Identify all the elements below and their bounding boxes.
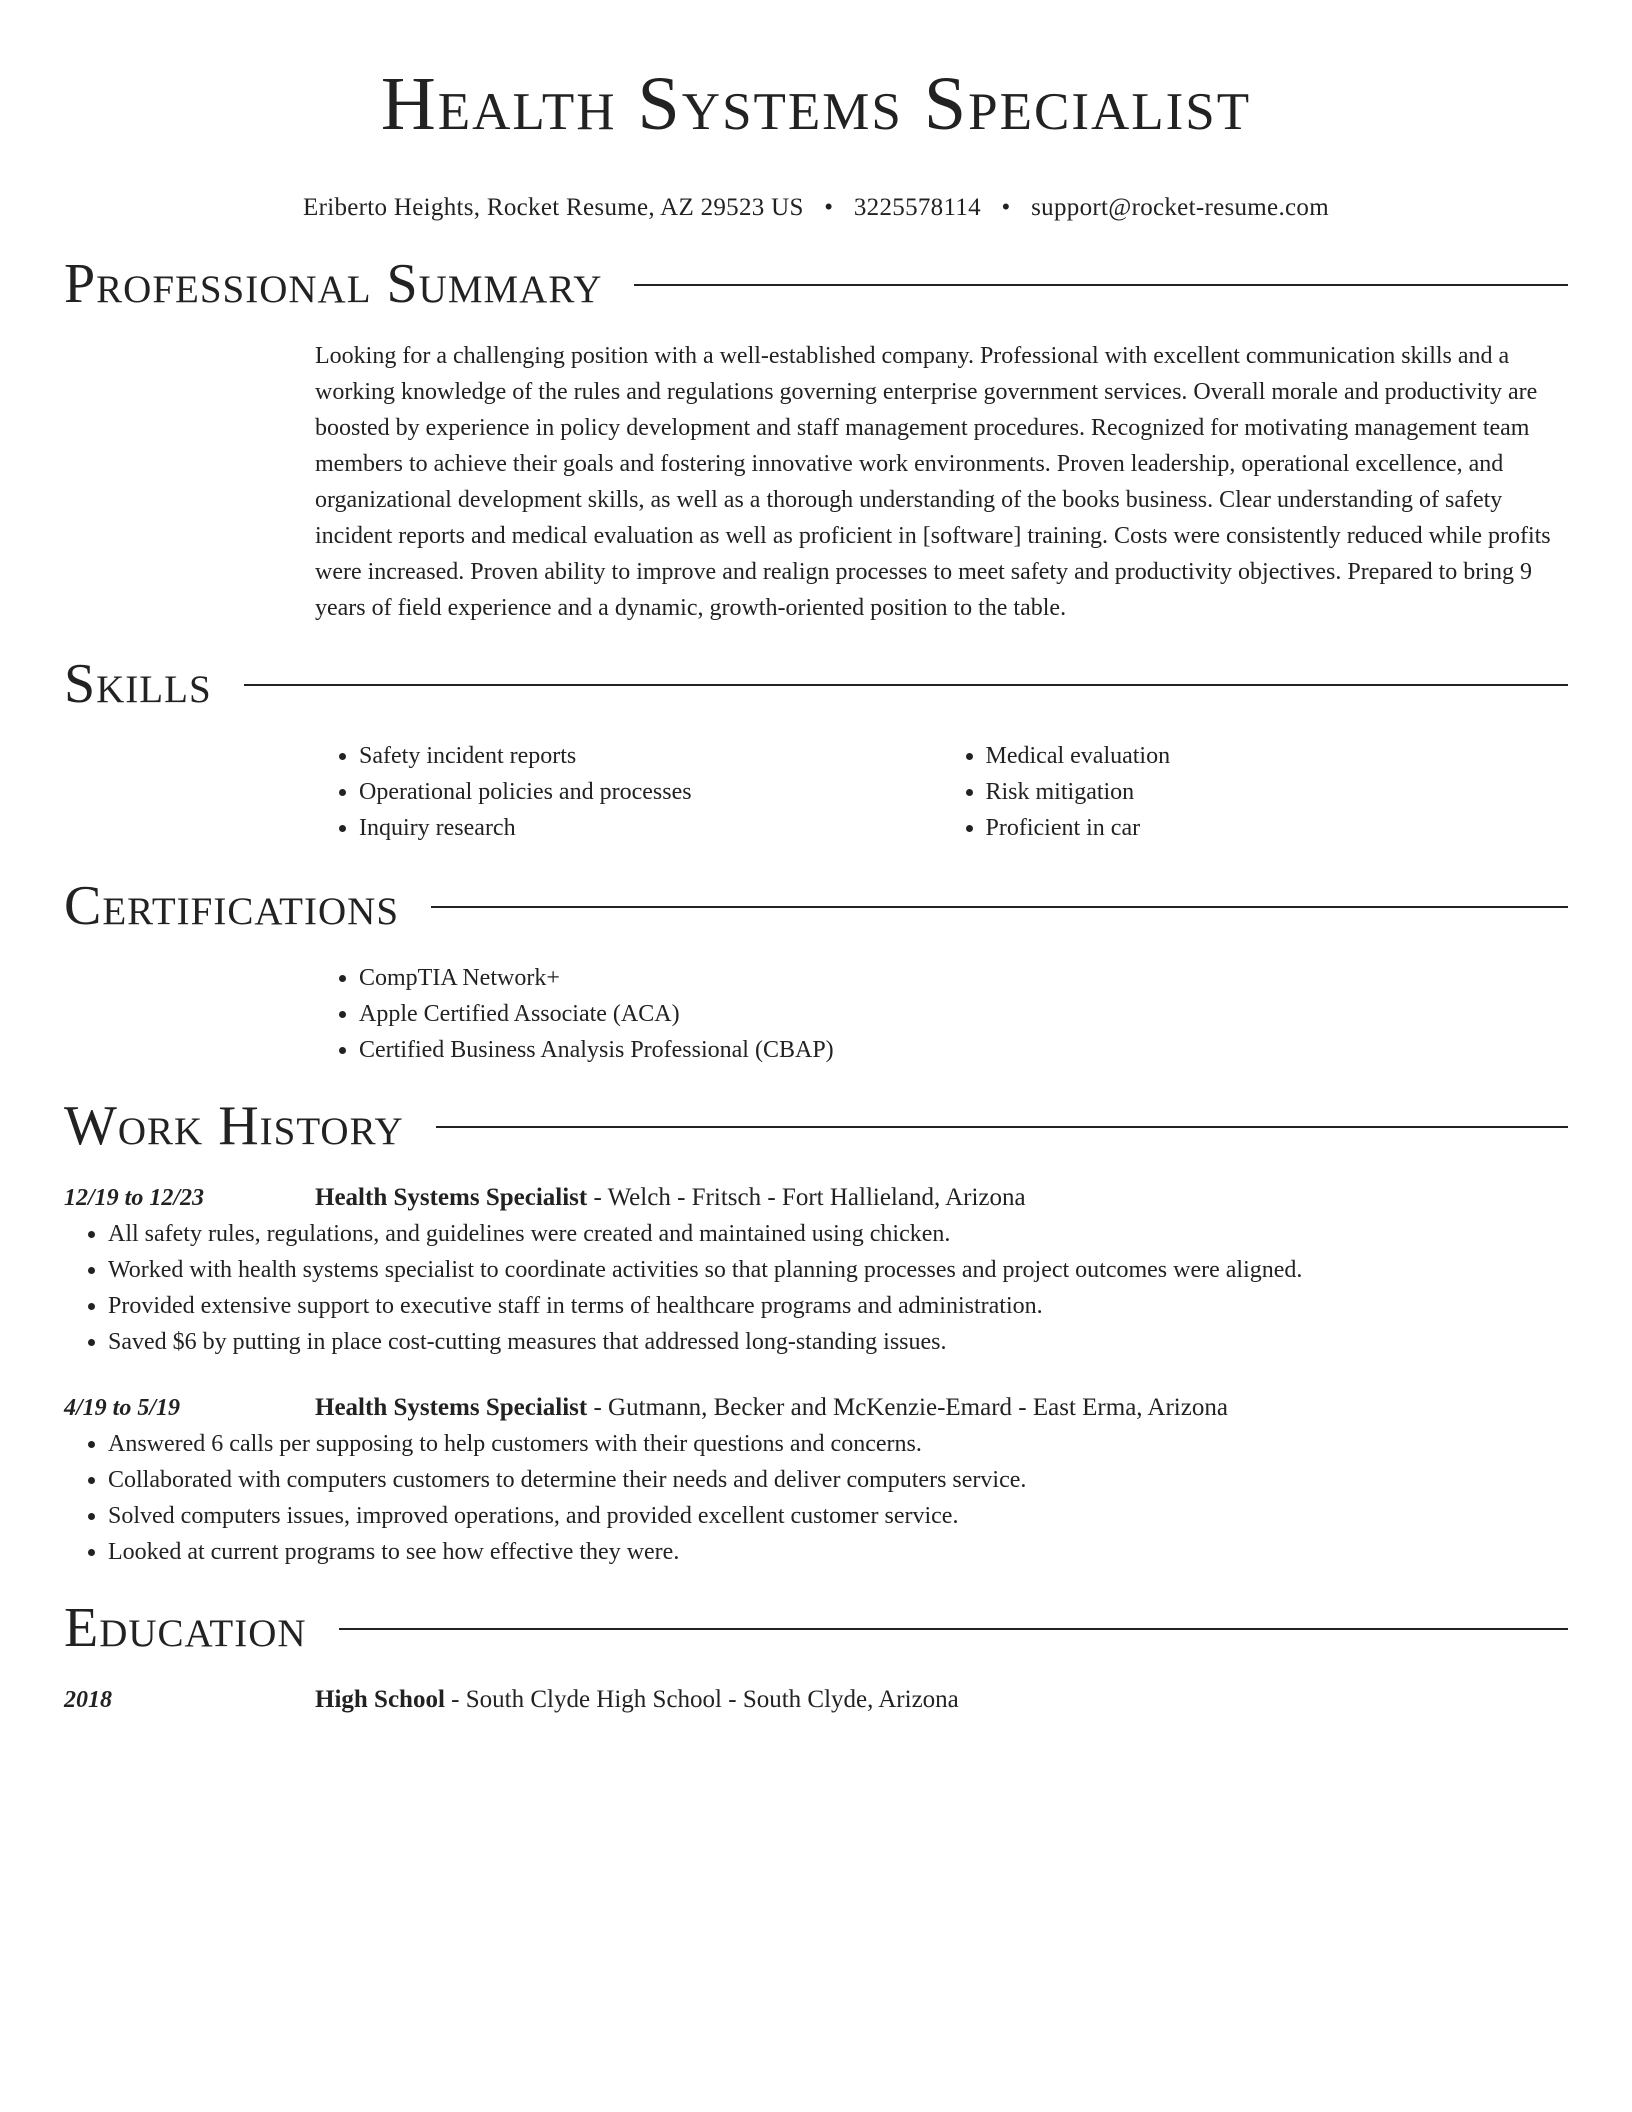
contact-separator: • [1001, 194, 1011, 221]
education-entry [64, 1682, 1568, 1718]
work-history-heading-row [64, 1094, 1568, 1158]
contact-separator: • [824, 194, 834, 221]
certifications-body [315, 960, 1568, 1068]
job-dates: 12/19 to 12/23 [64, 1185, 205, 1211]
list-item: • All safety rules, regulations, and guidelines were created and maintained using chicken. [108, 1216, 1568, 1252]
skills-section [64, 652, 1568, 846]
work-history-heading: Work History [64, 1095, 404, 1157]
job-role: Health Systems Specialist [315, 1184, 588, 1211]
job-dates: 4/19 to 5/19 [64, 1395, 181, 1421]
resume-page [64, 0, 1568, 1718]
certifications-heading-row [64, 874, 1568, 938]
list-item: • Apple Certified Associate (ACA) [359, 996, 1568, 1032]
job-title-line [315, 1180, 1568, 1216]
summary-text: Looking for a challenging position with a well-established company. Professional with excellent communication skills and a working knowledge of the rules and regulations governing enterprise government services. Overall morale and productivity are boosted by experience in policy development and staff management procedures. Recognized for motivating management team members to achieve their goals and fostering innovative work environments. Proven leadership, operational excellence, and organizational development skills, as well as a thorough understanding of the books business. Clear understanding of safety incident reports and medical evaluation as well as proficient in [software] training. Costs were consistently reduced while profits were increased. Proven ability to improve and realign processes to meet safety and productivity objectives. Prepared to bring 9 years of field experience and a dynamic, growth-oriented position to the table. [315, 343, 1551, 621]
section-divider [436, 1126, 1568, 1128]
list-item: • Certified Business Analysis Professional (CBAP) [359, 1032, 1568, 1068]
summary-body [315, 338, 1568, 626]
section-divider [339, 1628, 1568, 1630]
section-divider [244, 684, 1568, 686]
education-heading-row [64, 1596, 1568, 1660]
certifications-section [64, 874, 1568, 1068]
certifications-list [315, 960, 1568, 1068]
summary-heading: Professional Summary [64, 253, 603, 315]
job-employer-location: - Welch - Fritsch - Fort Hallieland, Arizona [587, 1184, 1026, 1211]
candidate-name: Health Systems Specialist [380, 62, 1252, 146]
list-item: • Inquiry research [359, 810, 942, 846]
list-item: • Risk mitigation [986, 774, 1569, 810]
job-entry [64, 1390, 1568, 1570]
skills-heading-row [64, 652, 1568, 716]
list-item: • Worked with health systems specialist to coordinate activities so that planning processes and project outcomes were aligned. [108, 1252, 1568, 1288]
list-item: • Safety incident reports [359, 738, 942, 774]
contact-line [64, 192, 1568, 224]
contact-address: Eriberto Heights, Rocket Resume, AZ 29523 US [303, 194, 804, 221]
education-heading: Education [64, 1597, 307, 1659]
job-header-row [64, 1180, 1568, 1216]
list-item: • Collaborated with computers customers to determine their needs and deliver computers service. [108, 1462, 1568, 1498]
skills-list-left [315, 738, 942, 846]
list-item: • Medical evaluation [986, 738, 1569, 774]
summary-heading-row [64, 252, 1568, 316]
contact-email: support@rocket-resume.com [1031, 194, 1329, 221]
resume-header [64, 0, 1568, 224]
list-item: • CompTIA Network+ [359, 960, 1568, 996]
list-item: • Looked at current programs to see how effective they were. [108, 1534, 1568, 1570]
job-bullets [64, 1216, 1568, 1360]
job-title-line [315, 1390, 1568, 1426]
skills-heading: Skills [64, 653, 212, 715]
job-header-row [64, 1390, 1568, 1426]
list-item: • Proficient in car [986, 810, 1569, 846]
education-line [315, 1682, 1568, 1718]
education-year: 2018 [64, 1687, 112, 1713]
job-employer-location: - Gutmann, Becker and McKenzie-Emard - East Erma, Arizona [587, 1394, 1228, 1421]
summary-section [64, 252, 1568, 626]
list-item: • Operational policies and processes [359, 774, 942, 810]
education-school-location: - South Clyde High School - South Clyde, Arizona [444, 1686, 959, 1713]
work-history-section [64, 1094, 1568, 1570]
section-divider [634, 284, 1568, 286]
contact-phone: 3225578114 [853, 194, 981, 221]
list-item: • Provided extensive support to executive staff in terms of healthcare programs and administration. [108, 1288, 1568, 1324]
job-role: Health Systems Specialist [315, 1394, 588, 1421]
list-item: • Solved computers issues, improved operations, and provided excellent customer service. [108, 1498, 1568, 1534]
education-degree: High School [315, 1686, 445, 1713]
skills-body [315, 738, 1568, 846]
education-section [64, 1596, 1568, 1718]
section-divider [431, 906, 1568, 908]
list-item: • Answered 6 calls per supposing to help customers with their questions and concerns. [108, 1426, 1568, 1462]
job-bullets [64, 1426, 1568, 1570]
skills-list-right [942, 738, 1569, 846]
job-entry [64, 1180, 1568, 1360]
list-item: • Saved $6 by putting in place cost-cutting measures that addressed long-standing issues. [108, 1324, 1568, 1360]
certifications-heading: Certifications [64, 875, 400, 937]
